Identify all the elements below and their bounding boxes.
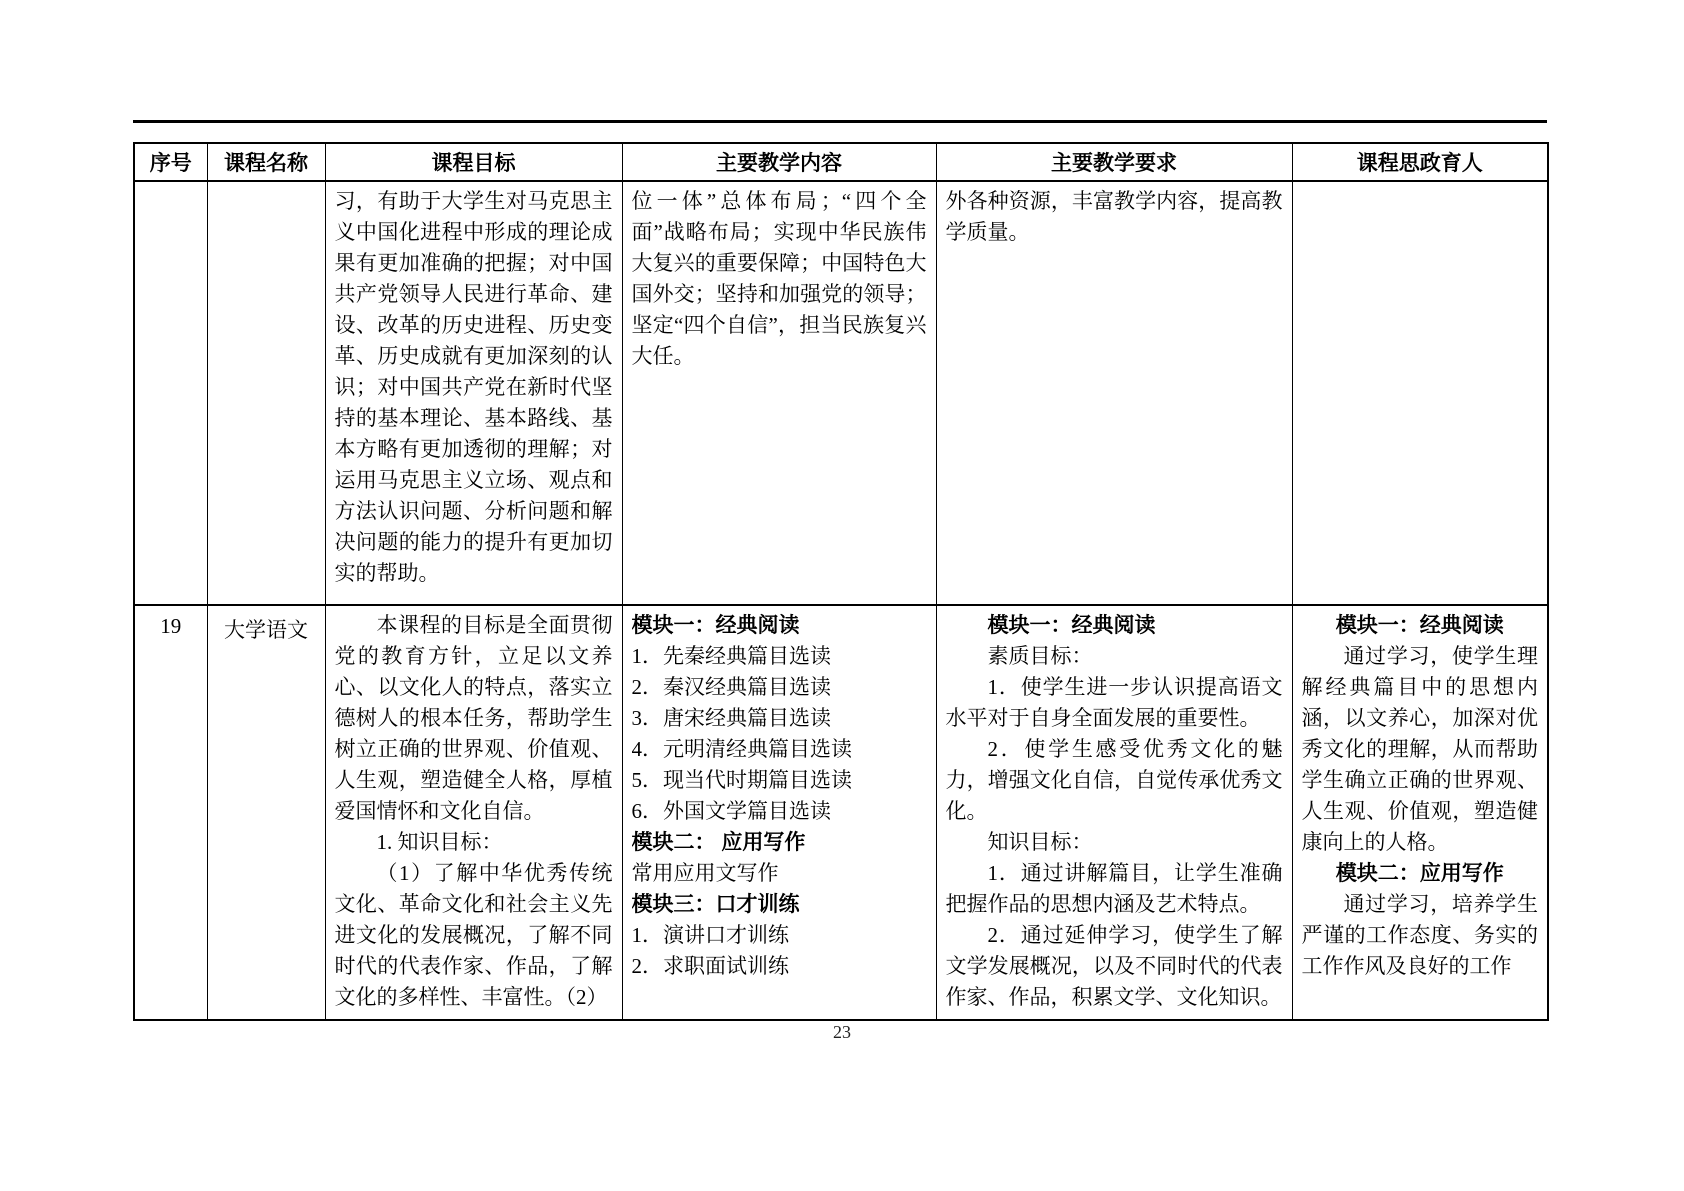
cell-paragraph: 外各种资源，丰富教学内容，提高教学质量。: [945, 189, 1283, 244]
table-row: [134, 605, 1548, 1020]
cell-paragraph: 模块二： 应用写作: [631, 831, 806, 854]
cell-seq: 19: [134, 605, 207, 1020]
cell-paragraph: 2．秦汉经典篇目选读: [631, 675, 831, 699]
cell-content: [632, 186, 927, 598]
cell-paragraph: 常用应用文写作: [631, 861, 779, 885]
cell-content: [632, 610, 927, 1014]
cell-paragraph: 1．演讲口才训练: [631, 923, 789, 947]
column-header: 课程思政育人: [1292, 143, 1548, 181]
cell-ideology: [1292, 181, 1548, 605]
cell-content: [946, 186, 1283, 598]
cell-paragraph: 模块一：经典阅读: [631, 614, 800, 637]
cell-paragraph: 2．使学生感受优秀文化的魅力，增强文化自信，自觉传承优秀文化。: [945, 737, 1283, 823]
course-table-body: [134, 181, 1548, 1020]
column-header: 课程名称: [207, 143, 325, 181]
cell-paragraph: 1．先秦经典篇目选读: [631, 644, 831, 668]
cell-objectives: [325, 605, 622, 1020]
cell-course: [207, 181, 325, 605]
cell-content: [335, 610, 613, 1014]
cell-paragraph: 模块二：应用写作: [1335, 862, 1504, 885]
cell-paragraph: 模块一：经典阅读: [987, 614, 1156, 637]
cell-paragraph: 本课程的目标是全面贯彻党的教育方针，立足以文养心、以文化人的特点，落实立德树人的根本任务，帮助学生树立正确的世界观、价值观、人生观，塑造健全人格，厚植爱国情怀和文化自信。: [334, 613, 613, 823]
cell-paragraph: 1．使学生进一步认识提高语文水平对于自身全面发展的重要性。: [945, 675, 1283, 730]
cell-content: [622, 181, 936, 605]
page-header-rule: [133, 120, 1547, 123]
cell-paragraph: 2．求职面试训练: [631, 954, 789, 978]
cell-paragraph: （1）了解中华优秀传统文化、革命文化和社会主义先进文化的发展概况，了解不同时代的代表作家、作品，了解文化的多样性、丰富性。（2）: [334, 861, 613, 1009]
column-header: 课程目标: [325, 143, 622, 181]
cell-paragraph: 1．通过讲解篇目，让学生准确把握作品的思想内涵及艺术特点。: [945, 861, 1283, 916]
cell-requirements: [936, 605, 1292, 1020]
cell-paragraph: 知识目标：: [987, 830, 1093, 854]
cell-paragraph: 素质目标：: [987, 644, 1093, 668]
cell-paragraph: 3．唐宋经典篇目选读: [631, 706, 831, 730]
cell-content: [1302, 610, 1539, 1014]
cell-paragraph: 习，有助于大学生对马克思主义中国化进程中形成的理论成果有更加准确的把握；对中国共产党领导人民进行革命、建设、改革的历史进程、历史变革、历史成就有更加深刻的认识；对中国共产党在新时代坚持的基本理论、基本路线、基本方略有更加透彻的理解；对运用马克思主义立场、观点和方法认识问题、分析问题和解决问题的能力的提升有更加切实的帮助。: [334, 189, 613, 585]
cell-paragraph: 1. 知识目标：: [376, 830, 503, 854]
column-header: 主要教学内容: [622, 143, 936, 181]
table-row: [134, 181, 1548, 605]
cell-paragraph: 通过学习，培养学生严谨的工作态度、务实的工作作风及良好的工作: [1301, 892, 1538, 978]
cell-course: 大学语文: [207, 605, 325, 1020]
column-header: 主要教学要求: [936, 143, 1292, 181]
cell-seq: [134, 181, 207, 605]
header-row: [134, 143, 1548, 181]
cell-paragraph: 2．通过延伸学习，使学生了解文学发展概况，以及不同时代的代表作家、作品，积累文学、文化知识。: [945, 923, 1283, 1009]
cell-paragraph: 5．现当代时期篇目选读: [631, 768, 852, 792]
cell-content: [622, 605, 936, 1020]
cell-paragraph: 4．元明清经典篇目选读: [631, 737, 852, 761]
cell-content: [1302, 186, 1539, 598]
cell-content: [335, 186, 613, 598]
cell-paragraph: 模块一：经典阅读: [1335, 614, 1504, 637]
course-table: [133, 142, 1549, 1021]
page-number: 23: [833, 1022, 851, 1042]
cell-requirements: [936, 181, 1292, 605]
cell-paragraph: 6．外国文学篇目选读: [631, 799, 831, 823]
cell-content: [946, 610, 1283, 1014]
column-header: 序号: [134, 143, 207, 181]
cell-paragraph: 通过学习，使学生理解经典篇目中的思想内涵，以文养心，加深对优秀文化的理解，从而帮助学生确立正确的世界观、人生观、价值观，塑造健康向上的人格。: [1301, 644, 1538, 854]
cell-ideology: [1292, 605, 1548, 1020]
cell-paragraph: 模块三：口才训练: [631, 893, 800, 916]
cell-paragraph: 位一体”总体布局；“四个全面”战略布局；实现中华民族伟大复兴的重要保障；中国特色大国外交；坚持和加强党的领导；坚定“四个自信”，担当民族复兴大任。: [631, 189, 927, 368]
cell-objectives: [325, 181, 622, 605]
